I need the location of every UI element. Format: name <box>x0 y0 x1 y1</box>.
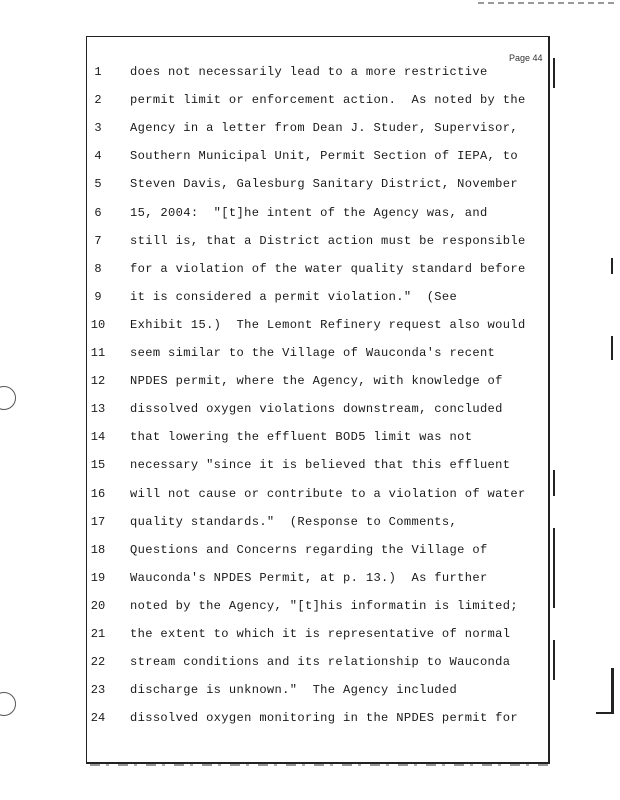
line-number: 7 <box>94 233 102 248</box>
line-text: necessary "since it is believed that this effluent <box>130 458 511 473</box>
line-text: Steven Davis, Galesburg Sanitary District, November <box>130 177 518 192</box>
line-text: will not cause or contribute to a violation of water <box>130 486 526 501</box>
scan-artifact-right-5 <box>553 528 555 608</box>
transcript-line <box>0 371 560 391</box>
line-text: NPDES permit, where the Agency, with knowledge of <box>130 374 503 389</box>
line-text: seem similar to the Village of Wauconda's recent <box>130 346 496 360</box>
line-text: still is, that a District action must be responsible <box>130 233 526 248</box>
transcript-line <box>0 146 560 166</box>
line-text: Wauconda's NPDES Permit, at p. 13.) As further <box>130 570 488 585</box>
line-text: 15, 2004: "[t]he intent of the Agency was, and <box>130 205 488 220</box>
line-number: 3 <box>94 121 102 136</box>
transcript-line <box>0 203 560 223</box>
line-number: 5 <box>94 177 102 192</box>
line-number: 2 <box>94 93 102 108</box>
line-text: quality standards." (Response to Comments, <box>130 514 458 529</box>
transcript-line <box>0 343 560 363</box>
line-number: 8 <box>94 261 102 276</box>
transcript-line <box>0 596 560 616</box>
transcript-line <box>0 399 560 419</box>
line-text: dissolved oxygen violations downstream, concluded <box>130 402 503 417</box>
line-text: Questions and Concerns regarding the Village of <box>130 542 488 557</box>
line-number: 15 <box>90 458 106 473</box>
transcript-line <box>0 512 560 532</box>
transcript-line <box>0 455 560 475</box>
scan-artifact-right-8 <box>596 712 614 714</box>
transcript-line <box>0 174 560 194</box>
page-number: Page 44 <box>509 53 543 63</box>
line-number: 4 <box>94 149 102 164</box>
scan-artifact-right-4 <box>553 470 555 496</box>
line-number: 23 <box>90 683 106 698</box>
transcript-line <box>0 62 560 82</box>
line-number: 11 <box>90 346 106 360</box>
transcript-line <box>0 259 560 279</box>
line-text: noted by the Agency, "[t]his informatin is limited; <box>130 598 518 613</box>
transcript-line <box>0 708 560 728</box>
line-number: 19 <box>90 570 106 585</box>
scan-artifact-right-6 <box>553 640 555 680</box>
line-text: for a violation of the water quality standard before <box>130 261 526 276</box>
line-number: 24 <box>90 711 106 726</box>
line-number: 17 <box>90 514 106 529</box>
transcript-line <box>0 315 560 335</box>
line-text: Agency in a letter from Dean J. Studer, Supervisor, <box>130 121 518 136</box>
line-number: 1 <box>94 65 102 79</box>
line-text: stream conditions and its relationship to Wauconda <box>130 655 511 670</box>
transcript-line <box>0 540 560 560</box>
line-text: does not necessarily lead to a more restrictive <box>130 65 488 79</box>
line-number: 18 <box>90 542 106 557</box>
scan-artifact-right-3 <box>611 336 613 360</box>
transcript-line <box>0 118 560 138</box>
line-number: 6 <box>94 205 102 220</box>
line-text: dissolved oxygen monitoring in the NPDES permit for <box>130 711 518 726</box>
line-text: Southern Municipal Unit, Permit Section of IEPA, to <box>130 149 518 164</box>
transcript-line <box>0 624 560 644</box>
line-number: 22 <box>90 655 106 670</box>
line-text: that lowering the effluent BOD5 limit was not <box>130 430 473 445</box>
line-number: 10 <box>90 317 106 332</box>
transcript-line <box>0 427 560 447</box>
line-text: Exhibit 15.) The Lemont Refinery request also would <box>130 317 526 332</box>
scan-artifact-right-1 <box>553 58 555 88</box>
transcript-line <box>0 90 560 110</box>
scan-artifact-right-7 <box>611 668 614 712</box>
line-number: 14 <box>90 430 106 445</box>
line-number: 12 <box>90 374 106 389</box>
transcript-line <box>0 231 560 251</box>
line-number: 21 <box>90 627 106 641</box>
transcript-line <box>0 568 560 588</box>
line-text: the extent to which it is representative of normal <box>130 627 511 641</box>
line-text: permit limit or enforcement action. As noted by the <box>130 93 526 108</box>
scan-artifact-top <box>478 2 618 4</box>
line-number: 9 <box>94 289 102 304</box>
line-text: it is considered a permit violation." (See <box>130 289 458 304</box>
transcript-line <box>0 484 560 504</box>
line-text: discharge is unknown." The Agency included <box>130 683 458 698</box>
scan-artifact-footer <box>90 764 550 766</box>
line-number: 16 <box>90 486 106 501</box>
transcript-line <box>0 680 560 700</box>
transcript-line <box>0 287 560 307</box>
scan-artifact-right-2 <box>611 258 613 274</box>
line-number: 13 <box>90 402 106 417</box>
line-number: 20 <box>90 598 106 613</box>
transcript-line <box>0 652 560 672</box>
